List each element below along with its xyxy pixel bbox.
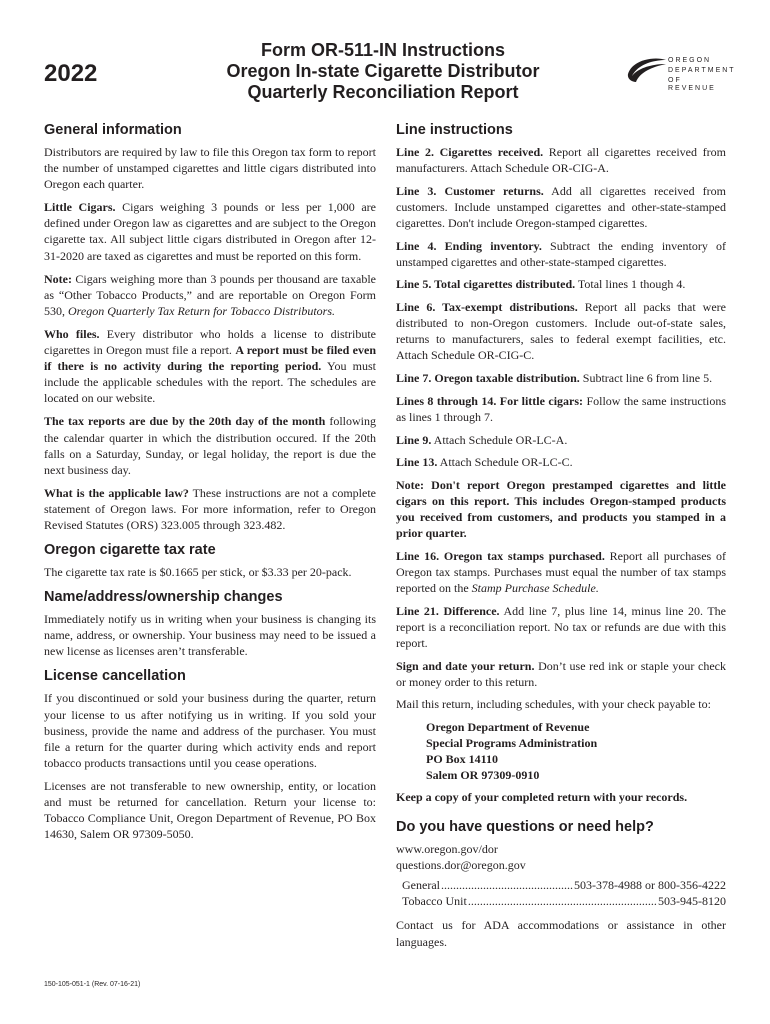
- line-5-instruction: Line 5. Total cigarettes distributed. Total lines 1 though 4.: [396, 277, 686, 292]
- license-cancellation-heading: License cancellation: [44, 668, 186, 685]
- address-line-1: Oregon Department of Revenue: [426, 720, 590, 735]
- mail-instruction: Mail this return, including schedules, with your check payable to:: [396, 697, 711, 712]
- changes-heading: Name/address/ownership changes: [44, 589, 283, 606]
- tobacco-phone-number[interactable]: 503-945-8120: [658, 894, 726, 909]
- little-cigars-paragraph: Little Cigars. Cigars weighing 3 pounds or less per 1,000 are defined under Oregon law as cigarettes and are subject to the Oregon cigarette tax. All subject little cigars distributed in Oregon after 12-31-2020 are taxed as cigarettes and must be reported on this form.: [44, 200, 376, 263]
- address-line-4: Salem OR 97309-0910: [426, 768, 540, 783]
- leader-dots: [441, 877, 573, 893]
- logo-swoosh-icon: [624, 54, 668, 88]
- address-line-3: PO Box 14110: [426, 752, 499, 767]
- general-phone-label: General: [402, 878, 440, 893]
- line-instructions-heading: Line instructions: [396, 122, 513, 138]
- tax-rate-heading: Oregon cigarette tax rate: [44, 542, 216, 559]
- line-13-instruction: Line 13. Attach Schedule OR-LC-C.: [396, 455, 573, 470]
- tobacco-phone-label: Tobacco Unit: [402, 894, 467, 909]
- logo-line-3: OF REVENUE: [668, 77, 716, 92]
- line-2-instruction: Line 2. Cigarettes received. Report all cigarettes received from manufacturers. Attach Schedule OR-CIG-A.: [396, 145, 726, 176]
- sign-and-date-instruction: Sign and date your return. Don’t use red ink or staple your check or money order to this return.: [396, 658, 726, 689]
- address-line-2: Special Programs Administration: [426, 736, 598, 751]
- tax-rate-paragraph: The cigarette tax rate is $0.1665 per stick, or $3.33 per 20-pack.: [44, 565, 352, 580]
- due-date-paragraph: The tax reports are due by the 20th day of the month following the calendar quarter in which the distribution occured. If the 20th falls on a Saturday, Sunday, or legal holiday, the report is due the next business day.: [44, 414, 376, 477]
- keep-copy-note: Keep a copy of your completed return with your records.: [396, 790, 688, 805]
- line-3-instruction: Line 3. Customer returns. Add all cigarettes received from customers. Include unstamped cigarettes and other-state-stamped cigarettes. Don't include Oregon-stamped cigarettes.: [396, 183, 726, 230]
- line-16-instruction: Line 16. Oregon tax stamps purchased. Report all purchases of Oregon tax stamps. Purchases must equal the number of tax stamps reported on the Stamp Purchase Schedule.: [396, 548, 726, 596]
- line-9-instruction: Line 9. Attach Schedule OR-LC-A.: [396, 432, 568, 447]
- lines-8-14-instruction: Lines 8 through 14. For little cigars: Follow the same instructions as lines 1 through 7.: [396, 393, 727, 424]
- email-link[interactable]: questions.dor@oregon.gov: [396, 858, 526, 873]
- ada-note: Contact us for ADA accommodations or assistance in other languages.: [396, 918, 726, 949]
- line-4-instruction: Line 4. Ending inventory. Subtract the ending inventory of unstamped cigarettes and other-state-stamped cigarettes.: [396, 238, 727, 269]
- help-heading: Do you have questions or need help?: [396, 819, 654, 836]
- general-information-heading: General information: [44, 122, 182, 138]
- oregon-dor-logo: [624, 54, 736, 92]
- prestamped-note: Note: Don't report Oregon prestamped cigarettes and little cigars on this report. This includes Oregon-stamped products you received from customers, and products you stamped in a prior quarter.: [396, 477, 726, 541]
- logo-line-1: OREGON: [668, 57, 712, 64]
- left-column: [44, 120, 376, 849]
- tobacco-phone-row: [402, 893, 726, 909]
- cancellation-paragraph-2: Licenses are not transferable to new ownership, entity, or location and must be returned for cancellation. Return your license to: Tobacco Compliance Unit, Oregon Department of Revenue, PO Box 14630, Salem OR 97309-5050.: [44, 778, 376, 842]
- general-intro: Distributors are required by law to file this Oregon tax form to report the number of unstamped cigarettes and little cigars distributed into Oregon each quarter.: [44, 145, 376, 192]
- title-line-2: Oregon In-state Cigarette Distributor: [226, 61, 540, 81]
- line-7-instruction: Line 7. Oregon taxable distribution. Subtract line 6 from line 5.: [396, 371, 713, 386]
- website-link[interactable]: www.oregon.gov/dor: [396, 842, 498, 857]
- right-column: [396, 120, 726, 956]
- leader-dots: [468, 893, 657, 909]
- form-revision-number: 150-105-051-1 (Rev. 07-16-21): [44, 981, 141, 988]
- form-title: [200, 40, 566, 103]
- mailing-address: [426, 719, 726, 783]
- note-paragraph: Note: Cigars weighing more than 3 pounds per thousand are taxable as “Other Tobacco Products,” and are reportable on Oregon Form 530, Oregon Quarterly Tax Return for Tobacco Distributors.: [44, 271, 376, 318]
- form-year: 2022: [44, 60, 98, 87]
- cancellation-paragraph-1: If you discontinued or sold your business during the quarter, return your license to us after notifying us in writing. If you sold your business, provide the name and address of the purchaser. You must file a return for the quarter during which activity ends and report tobacco products transactions until you cease operations.: [44, 691, 376, 770]
- changes-paragraph: Immediately notify us in writing when your business is changing its name, address, or ownership. Your business may need to be issued a new license as licenses aren’t transferable.: [44, 612, 376, 659]
- title-line-3: Quarterly Reconciliation Report: [247, 82, 519, 102]
- logo-line-2: DEPARTMENT: [668, 67, 736, 74]
- general-phone-number[interactable]: 503-378-4988 or 800-356-4222: [574, 878, 726, 893]
- applicable-law-paragraph: What is the applicable law? These instructions are not a complete statement of Oregon laws. For more information, refer to Oregon Revised Statutes (ORS) 323.005 through 323.482.: [44, 485, 376, 532]
- who-files-paragraph: Who files. Every distributor who holds a license to distribute cigarettes in Oregon must file a report. A report must be filed even if there is no activity during the reporting period. You must include the applicable schedules with the report. The schedules are located on our website.: [44, 326, 377, 406]
- line-21-instruction: Line 21. Difference. Add line 7, plus line 14, minus line 20. The report is a reconciliation report. No tax or refunds are due with this report.: [396, 603, 726, 650]
- general-phone-row: [402, 877, 726, 893]
- line-6-instruction: Line 6. Tax-exempt distributions. Report all packs that were distributed to non-Oregon customers. Include out-of-state sales, returns to manufacturers, sales to federal exempt facilities, etc. Attach Schedule OR-CIG-C.: [396, 300, 726, 363]
- title-line-1: Form OR-511-IN Instructions: [260, 40, 506, 60]
